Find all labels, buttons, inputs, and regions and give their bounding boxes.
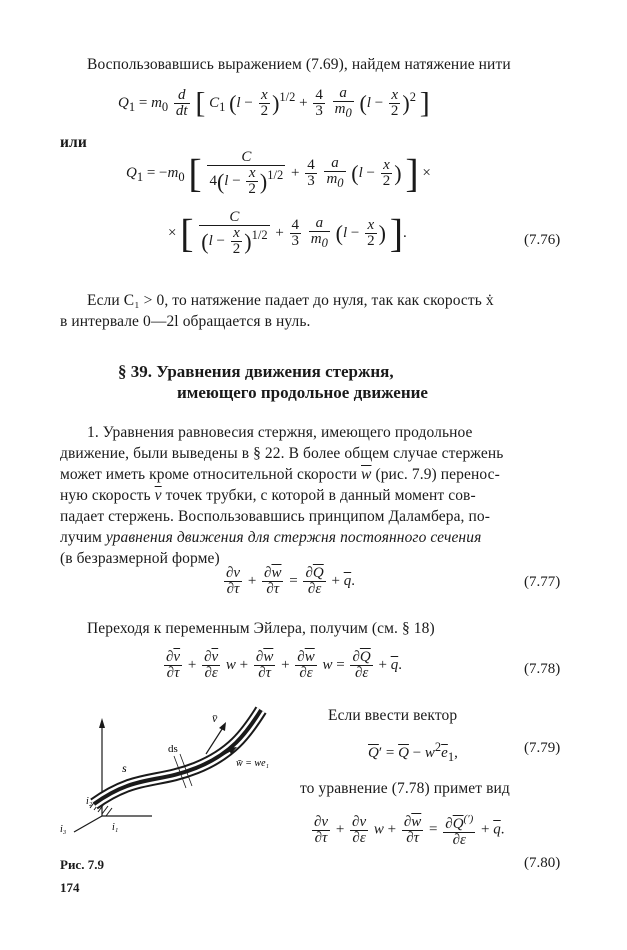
figure-7-9 [56,704,296,844]
equation-7-79: $\overline{Q}' = \overline{Q} - w^2\overline{e}_1$, [368,740,458,764]
equation-number-7-79: (7.79) [524,740,561,756]
euler-sentence: Переходя к переменным Эйлера, получим (см. § 18) [87,620,435,637]
paragraph-1-line7: (в безразмерной форме) [60,550,220,567]
section-heading-line2: имеющего продольное движение [177,383,428,402]
equation-7-76-line2: × [ C (l − $\frac{x}{2}$ )$^{1/2}$ + $\frac{4}{3}$ $\frac{a}{m_0}$ (l − $\frac{x}{2}$ ) ]. [168,209,407,257]
equation-7-77: $\frac{\partial v}{\partial\tau}$ + $\frac{\partial\overline{w}}{\partial\tau}$ = $\frac{\partial\overline{Q}}{\partial\varepsilon}$ + $\overline{q}$. [226,565,355,597]
equation-number-7-76: (7.76) [524,232,561,248]
section-heading-line1: § 39. Уравнения движения стержня, [118,362,394,381]
equation-7-78: $\frac{\partial\overline{v}}{\partial\tau}$ + $\frac{\partial\overline{v}}{\partial\varepsilon}$ w + $\frac{\partial\overline{w}}{\partial\tau}$ + $\frac{\partial\overline{w}}{\partial\varepsilon}$ w = $\frac{\partial\overline{Q}}{\partial\varepsilon}$ + $\overline{q}$. [166,649,402,681]
label-s: s [122,761,127,775]
emphasis-text: уравнения движения для стержня постоянного сечения [105,529,482,546]
c1-sentence-cont: в интервале 0—2l обращается в нуль. [60,313,311,330]
label-w: w̄ = we₁ [236,758,270,769]
equation-number-7-77: (7.77) [524,574,561,590]
c1-sentence: Если C₁ > 0, то натяжение падает до нуля, так как скорость ẋ [87,292,494,309]
intro-text: Воспользовавшись выражением (7.69), найдем натяжение нити [87,56,511,73]
vector-sentence: Если ввести вектор [328,707,458,724]
equation-7-80: $\frac{\partial v}{\partial\tau}$ + $\frac{\partial v}{\partial\varepsilon}$ w + $\frac{\partial\overline{w}}{\partial\tau}$ = $\frac{\partial\overline{Q}^{(')}}{\partial\varepsilon}$ + $\overline{q}$. [314,813,505,848]
paragraph-1-line5: падает стержень. Воспользовавшись принципом Даламбера, по- [60,508,491,525]
v-arrow-head-icon [219,722,226,731]
equation-number-7-78: (7.78) [524,661,561,677]
label-i1: i₁ [112,822,119,833]
label-i3: i₃ [60,824,67,835]
equation-q1-a: $Q_1 = m_0$ $\frac{d}{dt}$ [ $C_1$ (l − $\frac{x}{2}$ )$^{1/2}$ + $\frac{4}{3}$ $\frac{a}{m_0}$ (l − $\frac{x}{2}$ )$^2$ ] [118,85,430,120]
figure-caption: Рис. 7.9 [60,857,104,872]
paragraph-1-line3: может иметь кроме относительной скорости $\overline{w}$ (рис. 7.9) перенос- [60,466,500,483]
then-sentence: то уравнение (7.78) примет вид [300,780,510,797]
label-i2: i₂ [86,796,93,807]
page-number: 174 [60,880,80,895]
paragraph-1-line6: лучим уравнения движения для стержня постоянного сечения [60,529,482,546]
paragraph-1-line4: ную скорость $\overline{v}$ точек трубки, с которой в данный момент сов- [60,487,476,504]
paragraph-1-line1: 1. Уравнения равновесия стержня, имеющего продольное [87,424,473,441]
label-v: v̄ [212,711,218,725]
axis-depth [74,816,102,832]
paragraph-1-line2: движение, были выведены в § 22. В более общем случае стержень [60,445,504,462]
v-vector-symbol: $\overline{v}$ [154,487,162,504]
equation-7-76-line1: $Q_1 = -m_0$ [ C 4(l − $\frac{x}{2}$ )$^{1/2}$ + $\frac{4}{3}$ $\frac{a}{m_0}$ (l − $\frac{x}{2}$ ) ] × [126,149,431,197]
equation-number-7-80: (7.80) [524,855,561,871]
or-word: или [60,134,87,151]
axis-arrow-up-icon [99,718,105,728]
label-ds: ds [168,743,178,755]
w-vector-symbol: $\overline{w}$ [361,466,372,483]
rod [94,710,261,804]
